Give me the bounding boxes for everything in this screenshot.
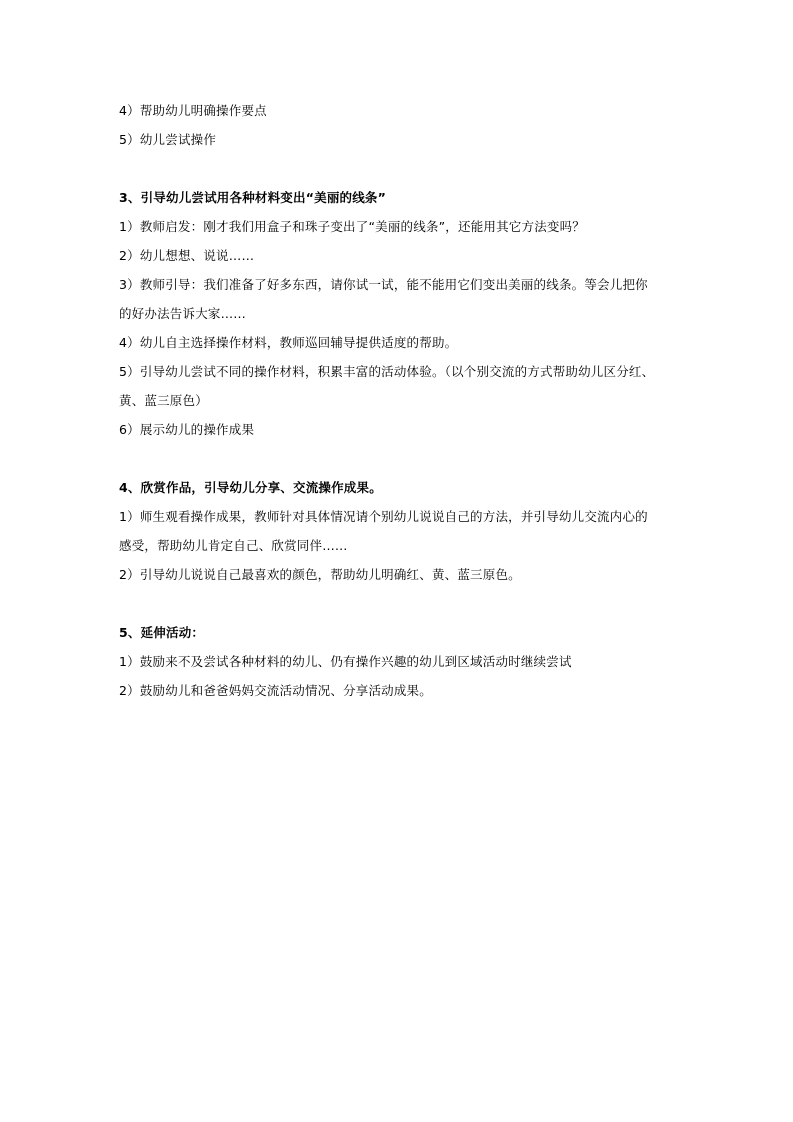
- section-3-item-5: 5）引导幼儿尝试不同的操作材料，积累丰富的活动体验。（以个别交流的方式帮助幼儿区分红、: [119, 364, 655, 379]
- section-3-item-4: 4）幼儿自主选择操作材料，教师巡回辅导提供适度的帮助。: [119, 335, 458, 350]
- section-4-item-1: 1）师生观看操作成果，教师针对具体情况请个别幼儿说说自己的方法，并引导幼儿交流内心的: [119, 509, 648, 524]
- step-5-try-operate: 5）幼儿尝试操作: [119, 132, 217, 147]
- section-gap: [119, 154, 679, 183]
- section-3-item-1: 1）教师启发：刚才我们用盒子和珠子变出了“美丽的线条”，还能用其它方法变吗？: [119, 219, 586, 234]
- section-4-item-1-cont: 感受，帮助幼儿肯定自己、欣赏同伴……: [119, 538, 348, 553]
- document-page: [119, 96, 679, 705]
- section-3-heading: 3、引导幼儿尝试用各种材料变出“美丽的线条”: [119, 190, 387, 205]
- section-5-item-1: 1）鼓励来不及尝试各种材料的幼儿、仍有操作兴趣的幼儿到区域活动时继续尝试: [119, 654, 572, 669]
- section-5-item-2: 2）鼓励幼儿和爸爸妈妈交流活动情况、分享活动成果。: [119, 683, 432, 698]
- section-4-item-2: 2）引导幼儿说说自己最喜欢的颜色，帮助幼儿明确红、黄、蓝三原色。: [119, 567, 521, 582]
- section-4-heading: 4、欣赏作品，引导幼儿分享、交流操作成果。: [119, 480, 382, 495]
- section-3-item-2: 2）幼儿想想、说说……: [119, 248, 255, 263]
- section-5-heading: 5、延伸活动：: [119, 625, 205, 640]
- section-3-item-3-cont: 的好办法告诉大家……: [119, 306, 247, 321]
- section-3-item-5-cont: 黄、蓝三原色）: [119, 393, 208, 408]
- section-gap: [119, 589, 679, 618]
- section-3-item-6: 6）展示幼儿的操作成果: [119, 422, 255, 437]
- step-4-help-clarify: 4）帮助幼儿明确操作要点: [119, 103, 267, 118]
- section-3-item-3: 3）教师引导：我们准备了好多东西，请你试一试，能不能用它们变出美丽的线条。等会儿把你: [119, 277, 648, 292]
- section-gap: [119, 444, 679, 473]
